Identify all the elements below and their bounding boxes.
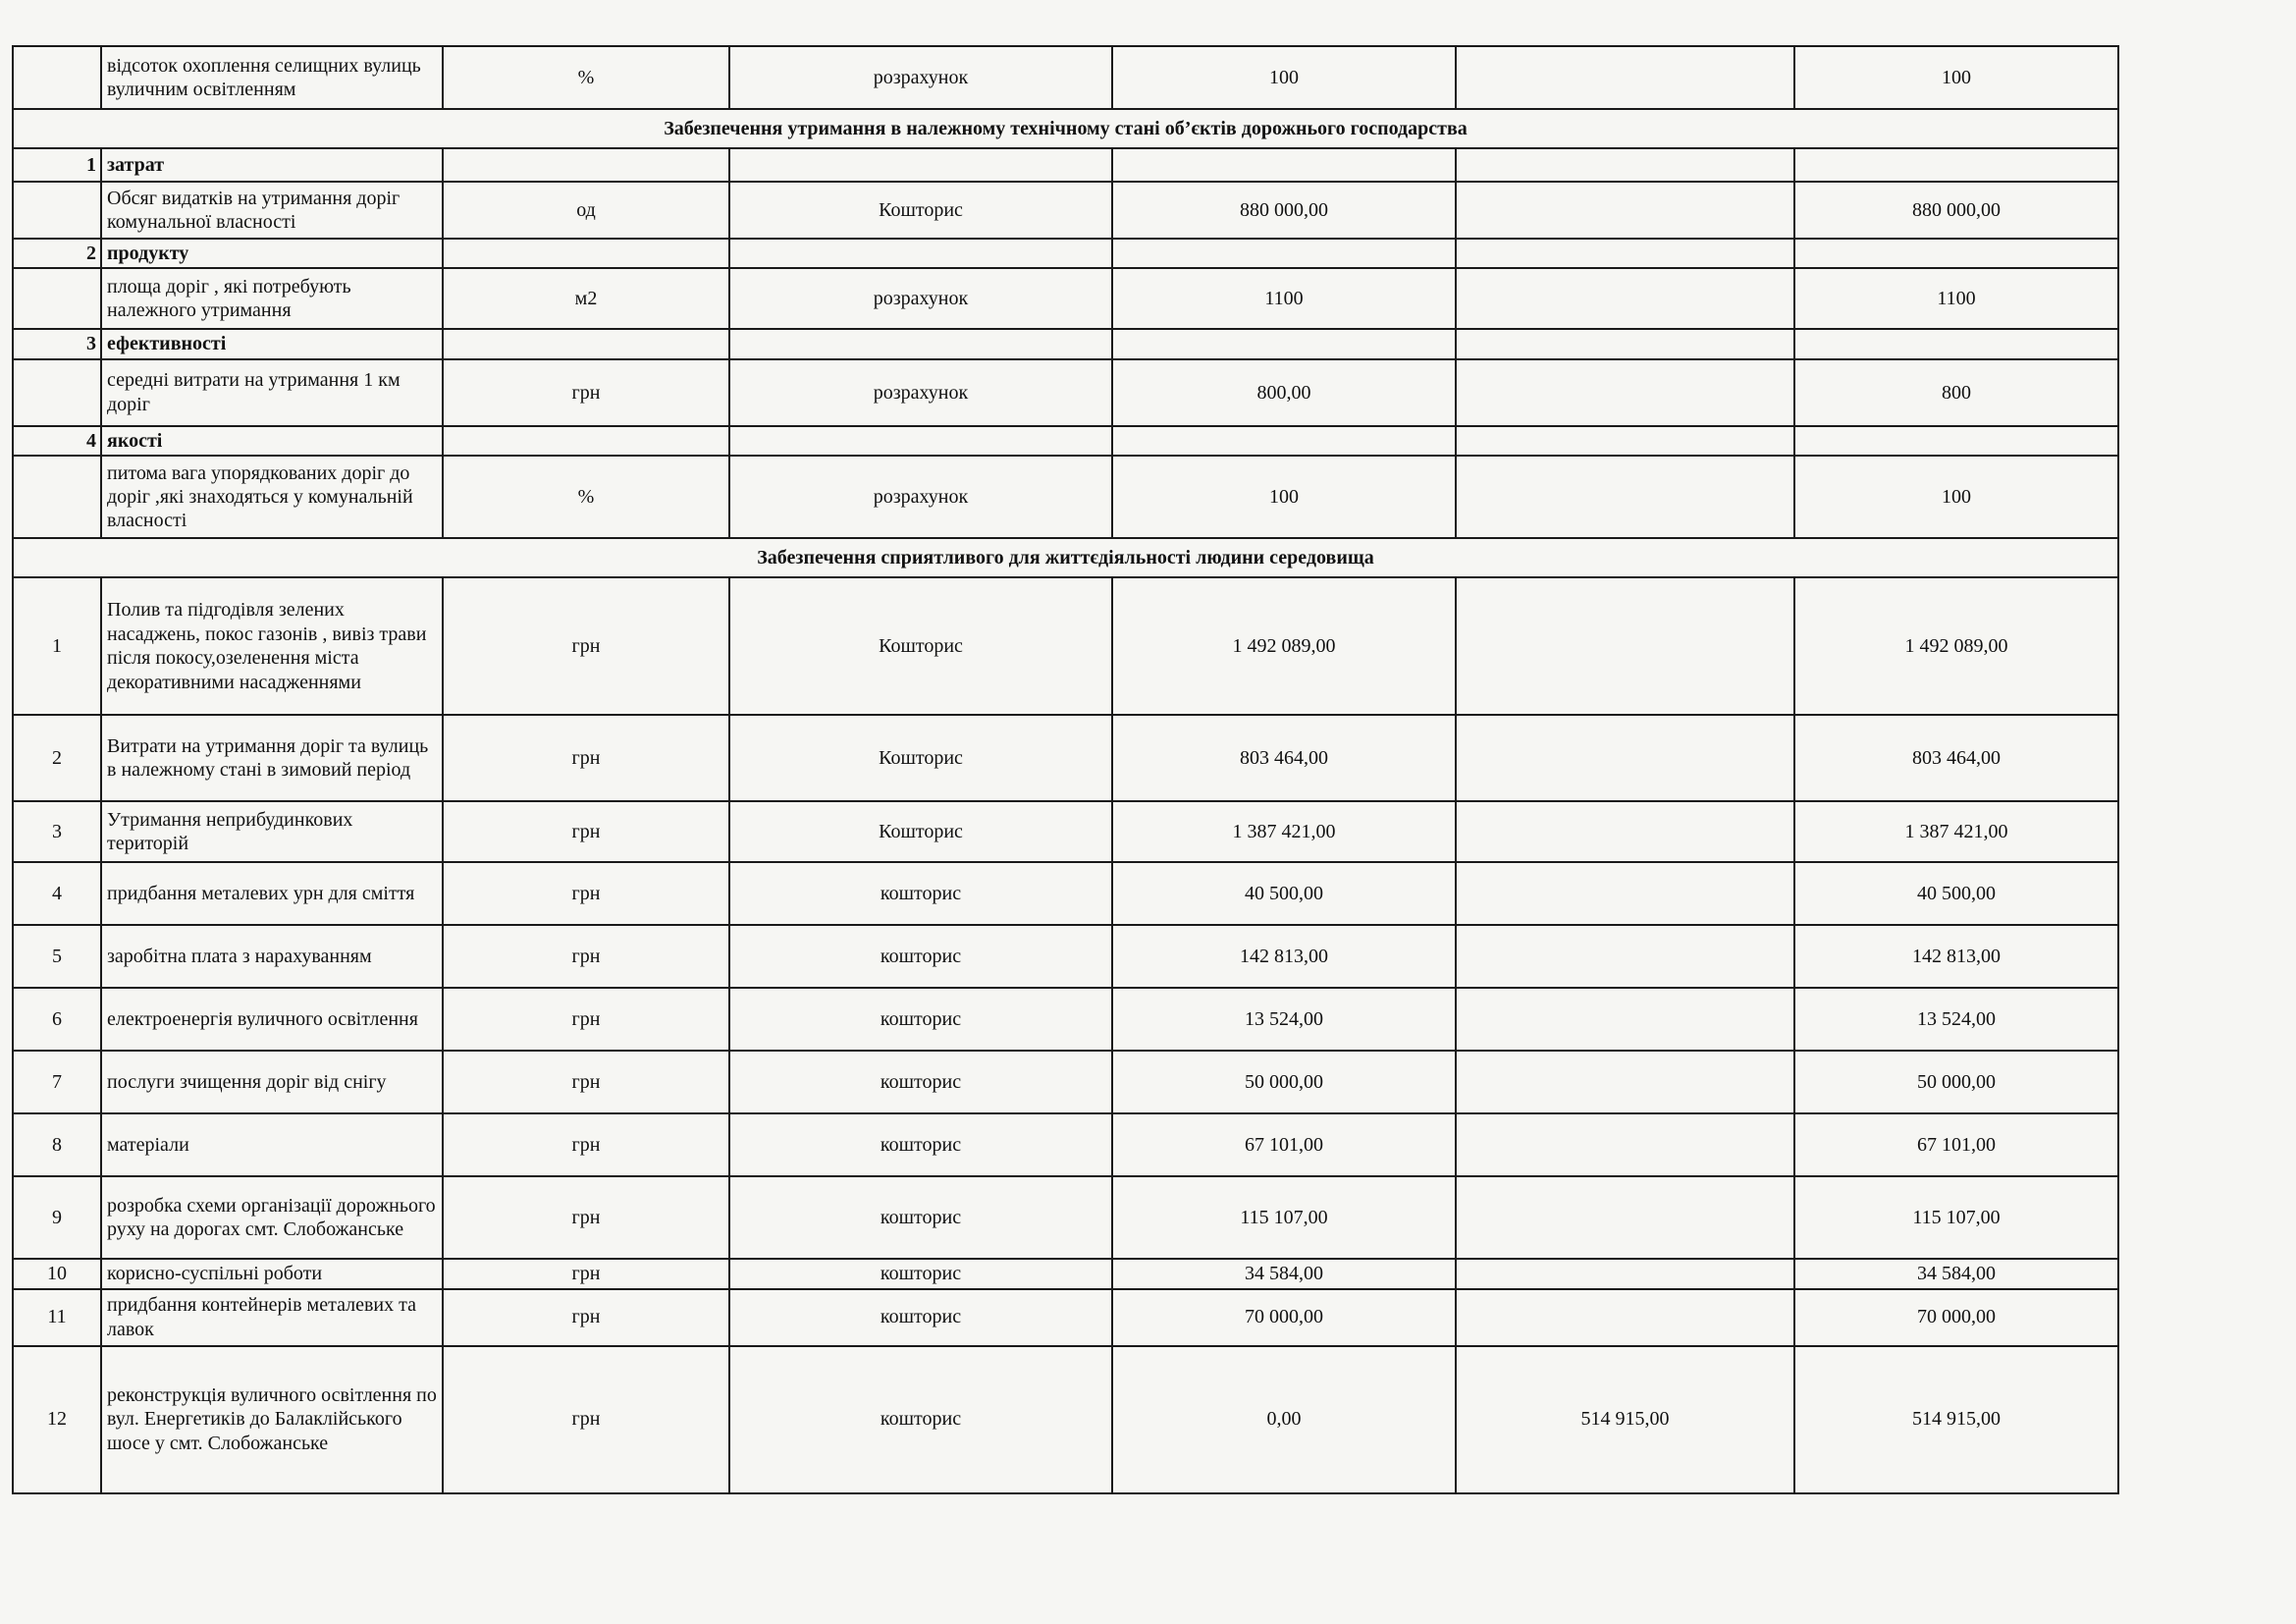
unit-cell: грн bbox=[443, 925, 729, 988]
source-cell: Кошторис bbox=[729, 577, 1112, 715]
value-special-fund bbox=[1456, 268, 1794, 329]
value-total: 880 000,00 bbox=[1794, 182, 2118, 239]
value-special-fund: 514 915,00 bbox=[1456, 1346, 1794, 1493]
table-row bbox=[13, 577, 2118, 715]
table-row bbox=[13, 268, 2118, 329]
value-special-fund bbox=[1456, 925, 1794, 988]
unit-cell: грн bbox=[443, 715, 729, 801]
source-cell bbox=[729, 329, 1112, 358]
value-special-fund bbox=[1456, 1051, 1794, 1113]
value-total: 1 492 089,00 bbox=[1794, 577, 2118, 715]
table-row bbox=[13, 1176, 2118, 1259]
value-special-fund bbox=[1456, 1259, 1794, 1288]
value-total: 100 bbox=[1794, 456, 2118, 538]
value-general-fund bbox=[1112, 329, 1456, 358]
unit-cell: м2 bbox=[443, 268, 729, 329]
unit-cell: грн bbox=[443, 988, 729, 1051]
row-number: 5 bbox=[13, 925, 101, 988]
indicator-name: площа доріг , які потребують належного утримання bbox=[101, 268, 443, 329]
value-special-fund bbox=[1456, 426, 1794, 456]
source-cell: розрахунок bbox=[729, 46, 1112, 109]
value-total: 1 387 421,00 bbox=[1794, 801, 2118, 862]
value-general-fund: 1 492 089,00 bbox=[1112, 577, 1456, 715]
unit-cell bbox=[443, 148, 729, 182]
indicator-group-row bbox=[13, 426, 2118, 456]
value-general-fund: 13 524,00 bbox=[1112, 988, 1456, 1051]
indicator-name: заробітна плата з нарахуванням bbox=[101, 925, 443, 988]
table-row bbox=[13, 456, 2118, 538]
unit-cell: грн bbox=[443, 1259, 729, 1288]
value-general-fund: 1100 bbox=[1112, 268, 1456, 329]
unit-cell: од bbox=[443, 182, 729, 239]
source-cell bbox=[729, 239, 1112, 268]
indicator-name: придбання контейнерів металевих та лавок bbox=[101, 1289, 443, 1346]
table-row bbox=[13, 988, 2118, 1051]
indicator-name: питома вага упорядкованих доріг до доріг ,які знаходяться у комунальній власності bbox=[101, 456, 443, 538]
indicator-name: Витрати на утримання доріг та вулиць в належному стані в зимовий період bbox=[101, 715, 443, 801]
value-general-fund: 0,00 bbox=[1112, 1346, 1456, 1493]
value-general-fund: 1 387 421,00 bbox=[1112, 801, 1456, 862]
unit-cell: грн bbox=[443, 359, 729, 426]
value-special-fund bbox=[1456, 988, 1794, 1051]
source-cell: Кошторис bbox=[729, 182, 1112, 239]
indicator-name: відсоток охоплення селищних вулиць вуличним освітленням bbox=[101, 46, 443, 109]
value-special-fund bbox=[1456, 359, 1794, 426]
value-general-fund: 50 000,00 bbox=[1112, 1051, 1456, 1113]
source-cell: розрахунок bbox=[729, 359, 1112, 426]
value-total: 50 000,00 bbox=[1794, 1051, 2118, 1113]
value-special-fund bbox=[1456, 329, 1794, 358]
unit-cell bbox=[443, 239, 729, 268]
unit-cell bbox=[443, 329, 729, 358]
table-row bbox=[13, 1259, 2118, 1288]
indicator-name: послуги зчищення доріг від снігу bbox=[101, 1051, 443, 1113]
value-special-fund bbox=[1456, 1176, 1794, 1259]
source-cell: кошторис bbox=[729, 1176, 1112, 1259]
row-number bbox=[13, 46, 101, 109]
table-row bbox=[13, 1051, 2118, 1113]
indicator-name: середні витрати на утримання 1 км доріг bbox=[101, 359, 443, 426]
budget-indicators-table bbox=[12, 45, 2119, 1494]
value-special-fund bbox=[1456, 456, 1794, 538]
value-general-fund: 100 bbox=[1112, 46, 1456, 109]
table-row bbox=[13, 1289, 2118, 1346]
value-special-fund bbox=[1456, 148, 1794, 182]
value-special-fund bbox=[1456, 182, 1794, 239]
indicator-name: Утримання неприбудинкових територій bbox=[101, 801, 443, 862]
unit-cell bbox=[443, 426, 729, 456]
value-total bbox=[1794, 239, 2118, 268]
value-general-fund: 70 000,00 bbox=[1112, 1289, 1456, 1346]
row-number: 2 bbox=[13, 715, 101, 801]
value-special-fund bbox=[1456, 577, 1794, 715]
row-number: 1 bbox=[13, 577, 101, 715]
group-number: 4 bbox=[13, 426, 101, 456]
indicator-name: матеріали bbox=[101, 1113, 443, 1176]
section-row bbox=[13, 538, 2118, 577]
indicator-group-row bbox=[13, 329, 2118, 358]
unit-cell: грн bbox=[443, 1289, 729, 1346]
value-general-fund: 67 101,00 bbox=[1112, 1113, 1456, 1176]
row-number bbox=[13, 268, 101, 329]
value-general-fund bbox=[1112, 239, 1456, 268]
source-cell: кошторис bbox=[729, 1289, 1112, 1346]
group-label: якості bbox=[101, 426, 443, 456]
table-row bbox=[13, 715, 2118, 801]
table-row bbox=[13, 801, 2118, 862]
row-number: 4 bbox=[13, 862, 101, 925]
value-general-fund: 100 bbox=[1112, 456, 1456, 538]
value-total bbox=[1794, 426, 2118, 456]
indicator-name: реконструкція вуличного освітлення по вул. Енергетиків до Балаклійського шосе у смт. Слобожанське bbox=[101, 1346, 443, 1493]
value-total: 514 915,00 bbox=[1794, 1346, 2118, 1493]
row-number: 9 bbox=[13, 1176, 101, 1259]
value-special-fund bbox=[1456, 1289, 1794, 1346]
row-number: 12 bbox=[13, 1346, 101, 1493]
source-cell: кошторис bbox=[729, 862, 1112, 925]
section-title: Забезпечення утримання в належному технічному стані об’єктів дорожнього господарства bbox=[13, 109, 2118, 148]
value-total: 1100 bbox=[1794, 268, 2118, 329]
source-cell: кошторис bbox=[729, 1113, 1112, 1176]
value-total: 34 584,00 bbox=[1794, 1259, 2118, 1288]
value-total: 803 464,00 bbox=[1794, 715, 2118, 801]
indicator-name: корисно-суспільні роботи bbox=[101, 1259, 443, 1288]
indicator-name: Обсяг видатків на утримання доріг комунальної власності bbox=[101, 182, 443, 239]
source-cell: кошторис bbox=[729, 1259, 1112, 1288]
value-total bbox=[1794, 148, 2118, 182]
unit-cell: % bbox=[443, 456, 729, 538]
table-row bbox=[13, 46, 2118, 109]
value-general-fund bbox=[1112, 148, 1456, 182]
value-total: 70 000,00 bbox=[1794, 1289, 2118, 1346]
table-row bbox=[13, 1346, 2118, 1493]
value-total: 142 813,00 bbox=[1794, 925, 2118, 988]
value-special-fund bbox=[1456, 862, 1794, 925]
value-special-fund bbox=[1456, 46, 1794, 109]
source-cell: кошторис bbox=[729, 925, 1112, 988]
group-number: 3 bbox=[13, 329, 101, 358]
table-row bbox=[13, 1113, 2118, 1176]
value-general-fund bbox=[1112, 426, 1456, 456]
value-general-fund: 34 584,00 bbox=[1112, 1259, 1456, 1288]
row-number: 11 bbox=[13, 1289, 101, 1346]
unit-cell: грн bbox=[443, 1176, 729, 1259]
group-number: 1 bbox=[13, 148, 101, 182]
value-total: 100 bbox=[1794, 46, 2118, 109]
row-number bbox=[13, 456, 101, 538]
unit-cell: грн bbox=[443, 577, 729, 715]
row-number bbox=[13, 182, 101, 239]
value-total: 67 101,00 bbox=[1794, 1113, 2118, 1176]
row-number: 7 bbox=[13, 1051, 101, 1113]
table-row bbox=[13, 359, 2118, 426]
value-general-fund: 40 500,00 bbox=[1112, 862, 1456, 925]
unit-cell: грн bbox=[443, 862, 729, 925]
source-cell bbox=[729, 148, 1112, 182]
indicator-group-row bbox=[13, 239, 2118, 268]
group-label: ефективності bbox=[101, 329, 443, 358]
source-cell: розрахунок bbox=[729, 456, 1112, 538]
row-number: 10 bbox=[13, 1259, 101, 1288]
indicator-name: Полив та підгодівля зелених насаджень, покос газонів , вивіз трави після покосу,озеленення міста декоративними насадженнями bbox=[101, 577, 443, 715]
unit-cell: грн bbox=[443, 1113, 729, 1176]
source-cell: Кошторис bbox=[729, 801, 1112, 862]
unit-cell: грн bbox=[443, 1346, 729, 1493]
value-general-fund: 880 000,00 bbox=[1112, 182, 1456, 239]
indicator-name: придбання металевих урн для сміття bbox=[101, 862, 443, 925]
value-general-fund: 115 107,00 bbox=[1112, 1176, 1456, 1259]
source-cell: кошторис bbox=[729, 1346, 1112, 1493]
section-title: Забезпечення сприятливого для життєдіяльності людини середовища bbox=[13, 538, 2118, 577]
table-row bbox=[13, 862, 2118, 925]
value-special-fund bbox=[1456, 715, 1794, 801]
value-general-fund: 803 464,00 bbox=[1112, 715, 1456, 801]
row-number: 8 bbox=[13, 1113, 101, 1176]
unit-cell: % bbox=[443, 46, 729, 109]
table-body bbox=[13, 46, 2118, 1493]
source-cell: Кошторис bbox=[729, 715, 1112, 801]
row-number bbox=[13, 359, 101, 426]
table-row bbox=[13, 182, 2118, 239]
group-label: продукту bbox=[101, 239, 443, 268]
unit-cell: грн bbox=[443, 1051, 729, 1113]
indicator-name: електроенергія вуличного освітлення bbox=[101, 988, 443, 1051]
value-special-fund bbox=[1456, 1113, 1794, 1176]
row-number: 3 bbox=[13, 801, 101, 862]
value-total bbox=[1794, 329, 2118, 358]
value-total: 115 107,00 bbox=[1794, 1176, 2118, 1259]
group-number: 2 bbox=[13, 239, 101, 268]
table-row bbox=[13, 925, 2118, 988]
value-total: 800 bbox=[1794, 359, 2118, 426]
value-special-fund bbox=[1456, 239, 1794, 268]
value-general-fund: 800,00 bbox=[1112, 359, 1456, 426]
source-cell bbox=[729, 426, 1112, 456]
value-total: 40 500,00 bbox=[1794, 862, 2118, 925]
unit-cell: грн bbox=[443, 801, 729, 862]
indicator-name: розробка схеми організації дорожнього руху на дорогах смт. Слобожанське bbox=[101, 1176, 443, 1259]
row-number: 6 bbox=[13, 988, 101, 1051]
source-cell: розрахунок bbox=[729, 268, 1112, 329]
indicator-group-row bbox=[13, 148, 2118, 182]
section-row bbox=[13, 109, 2118, 148]
value-total: 13 524,00 bbox=[1794, 988, 2118, 1051]
source-cell: кошторис bbox=[729, 1051, 1112, 1113]
value-general-fund: 142 813,00 bbox=[1112, 925, 1456, 988]
source-cell: кошторис bbox=[729, 988, 1112, 1051]
group-label: затрат bbox=[101, 148, 443, 182]
value-special-fund bbox=[1456, 801, 1794, 862]
